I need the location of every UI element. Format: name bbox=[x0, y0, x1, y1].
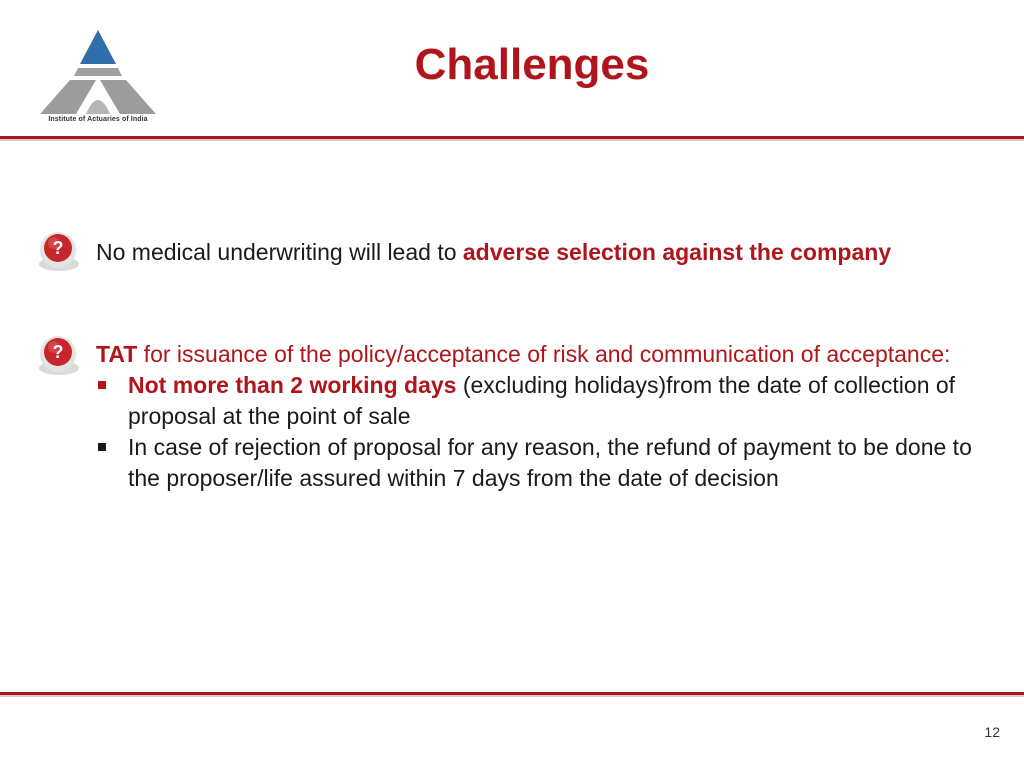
point-1-text bbox=[96, 237, 891, 268]
header-divider bbox=[0, 136, 1024, 139]
slide-title: Challenges bbox=[414, 40, 650, 89]
point-2-bullet-list bbox=[96, 370, 996, 494]
question-icon bbox=[36, 334, 80, 378]
point-1-emphasis: adverse selection against the company bbox=[462, 239, 892, 265]
bullet-square-icon bbox=[98, 443, 106, 451]
bullet-item bbox=[96, 370, 996, 432]
point-2-text: for issuance of the policy/acceptance of risk and communication of acceptance: bbox=[137, 341, 951, 367]
page-number: 12 bbox=[984, 724, 1000, 740]
svg-text:?: ? bbox=[52, 238, 64, 258]
logo-caption: Institute of Actuaries of India bbox=[48, 116, 148, 123]
point-2-lead: TAT bbox=[96, 341, 138, 367]
point-2-block bbox=[96, 339, 996, 494]
bullet-emphasis: Not more than 2 working days bbox=[128, 372, 457, 398]
bullet-item bbox=[96, 432, 996, 494]
bullet-text: In case of rejection of proposal for any reason, the refund of payment to be done to the proposer/life assured within 7 days from the date of decision bbox=[128, 434, 972, 491]
bullet-square-icon bbox=[98, 381, 106, 389]
svg-text:?: ? bbox=[52, 342, 64, 362]
question-icon bbox=[36, 230, 80, 274]
footer-divider bbox=[0, 692, 1024, 695]
bullet-text: (excluding holidays)from the date of collection of proposal at the point of sale bbox=[128, 372, 956, 429]
point-2-heading bbox=[96, 339, 996, 370]
point-1-plain: No medical underwriting will lead to bbox=[96, 239, 463, 265]
